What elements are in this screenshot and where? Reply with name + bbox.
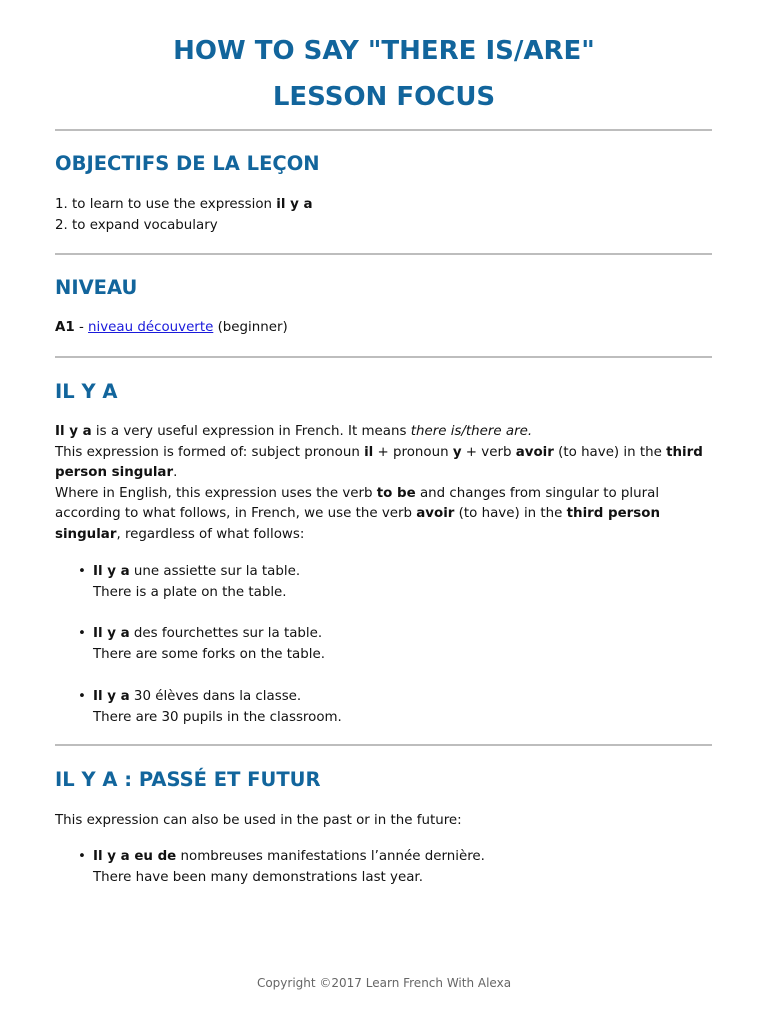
list-item: • Il y a des fourchettes sur la table. There are some forks on the table. (78, 626, 325, 662)
list-item: • Il y a eu de nombreuses manifestations l’année dernière. There have been many demonstrations last year. (78, 849, 485, 885)
objectifs-list (55, 195, 717, 236)
bullet-icon: • (78, 626, 86, 641)
divider (55, 129, 712, 131)
niveau-text: A1 - niveau découverte (beginner) (55, 320, 288, 335)
ilya-paragraph-1: Il y a is a very useful expression in French. It means there is/there are. (55, 424, 533, 439)
bullet-icon: • (78, 689, 86, 704)
translation: There have been many demonstrations last year. (93, 869, 423, 885)
translation: There are 30 pupils in the classroom. (93, 709, 342, 725)
passe-example (55, 847, 695, 888)
passe-intro: This expression can also be used in the past or in the future: (55, 813, 462, 828)
copyright-footer: Copyright ©2017 Learn French With Alexa (256, 976, 512, 990)
objectif-item-2: 2. to expand vocabulary (55, 217, 218, 233)
objectif-item-1: 1. to learn to use the expression il y a (55, 197, 313, 212)
passe-futur-heading: IL Y A : PASSÉ ET FUTUR (55, 768, 321, 791)
niveau-heading: NIVEAU (55, 276, 138, 299)
objectifs-heading: OBJECTIFS DE LA LEÇON (55, 152, 320, 175)
ilya-heading: IL Y A (55, 380, 118, 403)
level-code: A1 (55, 320, 75, 335)
bullet-icon: • (78, 849, 86, 864)
ilya-example-1 (55, 562, 695, 603)
page-title-line-1: HOW TO SAY "THERE IS/ARE" (173, 36, 595, 66)
niveau-link[interactable]: niveau découverte (88, 320, 214, 335)
ilya-example-3 (55, 687, 695, 728)
bullet-icon: • (78, 564, 86, 579)
divider (55, 744, 712, 746)
list-item: • Il y a une assiette sur la table. There is a plate on the table. (78, 564, 301, 600)
divider (55, 356, 712, 358)
ilya-paragraph-2: This expression is formed of: subject pronoun il + pronoun y + verb avoir (to have) in the third person singular. (55, 444, 703, 480)
page-title (0, 28, 768, 120)
ilya-explanation (55, 422, 717, 545)
translation: There is a plate on the table. (93, 584, 287, 600)
divider (55, 253, 712, 255)
ilya-example-2 (55, 624, 695, 665)
ilya-paragraph-3: Where in English, this expression uses the verb to be and changes from singular to plural according to what follows, in French, we use the verb avoir (to have) in the third person singular, regardless of what follows: (55, 485, 660, 542)
page-title-line-2: LESSON FOCUS (272, 82, 496, 112)
translation: There are some forks on the table. (93, 646, 325, 662)
list-item: • Il y a 30 élèves dans la classe. There are 30 pupils in the classroom. (78, 689, 342, 725)
